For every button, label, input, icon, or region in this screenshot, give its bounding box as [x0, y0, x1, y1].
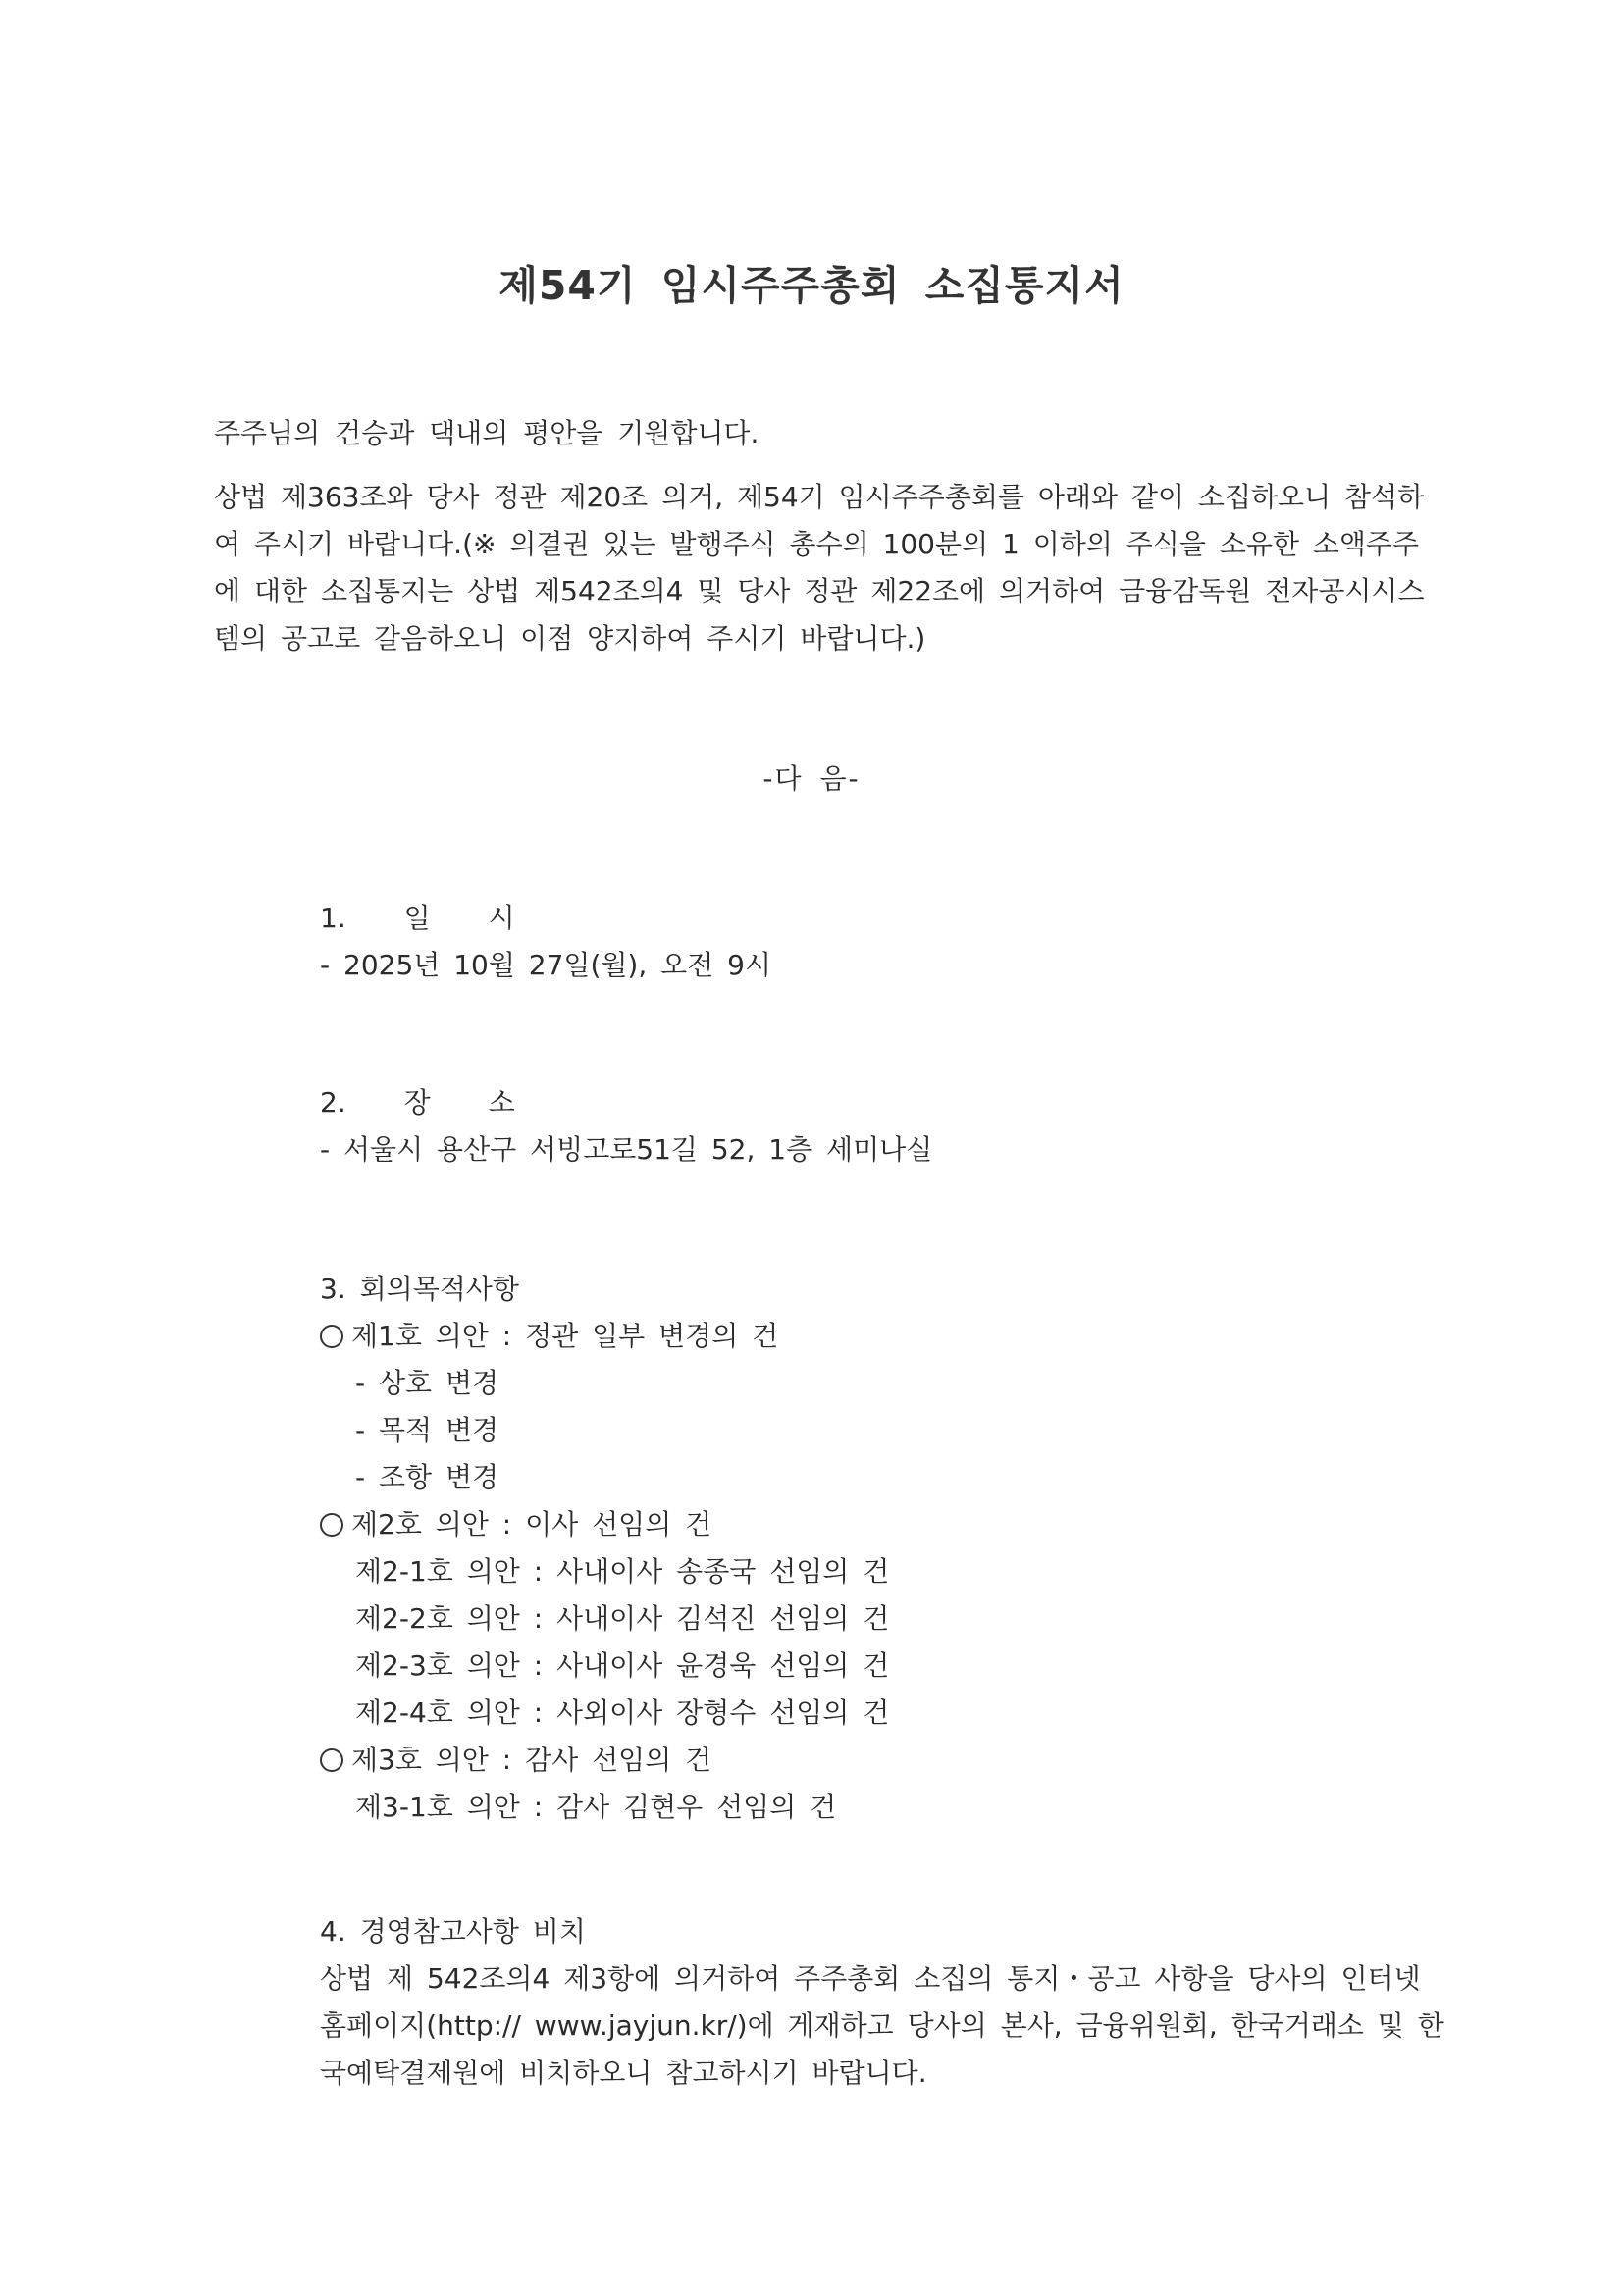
agenda-subitem: - 목적 변경 — [355, 1414, 499, 1446]
datetime-value: - 2025년 10월 27일(월), 오전 9시 — [320, 949, 772, 981]
greeting-text: 주주님의 건승과 댁내의 평안을 기원합니다. — [214, 417, 759, 449]
document-title: 제54기 임시주주총회 소집통지서 — [498, 262, 1125, 309]
agenda-item — [320, 1313, 889, 1360]
intro-line: 상법 제363조와 당사 정관 제20조 의거, 제54기 임시주주총회를 아래와 같이 소집하오니 참석하 — [214, 481, 1425, 513]
intro-line: 템의 공고로 갈음하오니 이점 양지하여 주시기 바랍니다.) — [214, 622, 926, 654]
agenda-subitem: - 상호 변경 — [355, 1367, 499, 1399]
section-location — [320, 1079, 932, 1174]
section-label: 2. 장 소 — [320, 1086, 515, 1119]
circle-bullet-icon — [320, 1325, 343, 1348]
reference-line: 홈페이지(http:// www.jayjun.kr/)에 게재하고 당사의 본사, 금융위원회, 한국거래소 및 한 — [320, 2009, 1444, 2042]
agenda-subitem: 제2-1호 의안 : 사내이사 송종국 선임의 건 — [355, 1555, 890, 1588]
agenda-item — [320, 1737, 889, 1784]
notice-heading: -다 음- — [762, 762, 861, 795]
section-label: 1. 일 시 — [320, 902, 515, 934]
agenda-title: 제2호 의안 : 이사 선임의 건 — [351, 1508, 712, 1540]
circle-bullet-icon — [320, 1513, 343, 1537]
reference-line: 상법 제 542조의4 제3항에 의거하여 주주총회 소집의 통지・공고 사항을 당사의 인터넷 — [320, 1962, 1421, 1995]
agenda-title: 제3호 의안 : 감사 선임의 건 — [351, 1744, 712, 1776]
agenda-item — [320, 1501, 889, 1548]
section-reference — [320, 1908, 1442, 2097]
agenda-subitem: - 조항 변경 — [355, 1461, 499, 1493]
intro-paragraph — [214, 474, 1442, 662]
intro-line: 에 대한 소집통지는 상법 제542조의4 및 당사 정관 제22조에 의거하여 금융감독원 전자공시시스 — [214, 575, 1425, 607]
intro-line: 여 주시기 바랍니다.(※ 의결권 있는 발행주식 총수의 100분의 1 이하의 주식을 소유한 소액주주 — [214, 528, 1420, 560]
location-value: - 서울시 용산구 서빙고로51길 52, 1층 세미나실 — [320, 1133, 933, 1166]
agenda-subitem: 제2-3호 의안 : 사내이사 윤경욱 선임의 건 — [355, 1649, 890, 1682]
section-agenda — [320, 1266, 889, 1831]
agenda-title: 제1호 의안 : 정관 일부 변경의 건 — [351, 1320, 779, 1352]
section-label: 4. 경영참고사항 비치 — [320, 1915, 586, 1948]
agenda-subitem: 제3-1호 의안 : 감사 김현우 선임의 건 — [355, 1791, 837, 1823]
circle-bullet-icon — [320, 1748, 343, 1772]
section-datetime — [320, 895, 771, 989]
section-label: 3. 회의목적사항 — [320, 1273, 519, 1305]
agenda-subitem: 제2-2호 의안 : 사내이사 김석진 선임의 건 — [355, 1602, 890, 1635]
agenda-subitem: 제2-4호 의안 : 사외이사 장형수 선임의 건 — [355, 1696, 890, 1729]
reference-line: 국예탁결제원에 비치하오니 참고하시기 바랍니다. — [320, 2057, 927, 2089]
